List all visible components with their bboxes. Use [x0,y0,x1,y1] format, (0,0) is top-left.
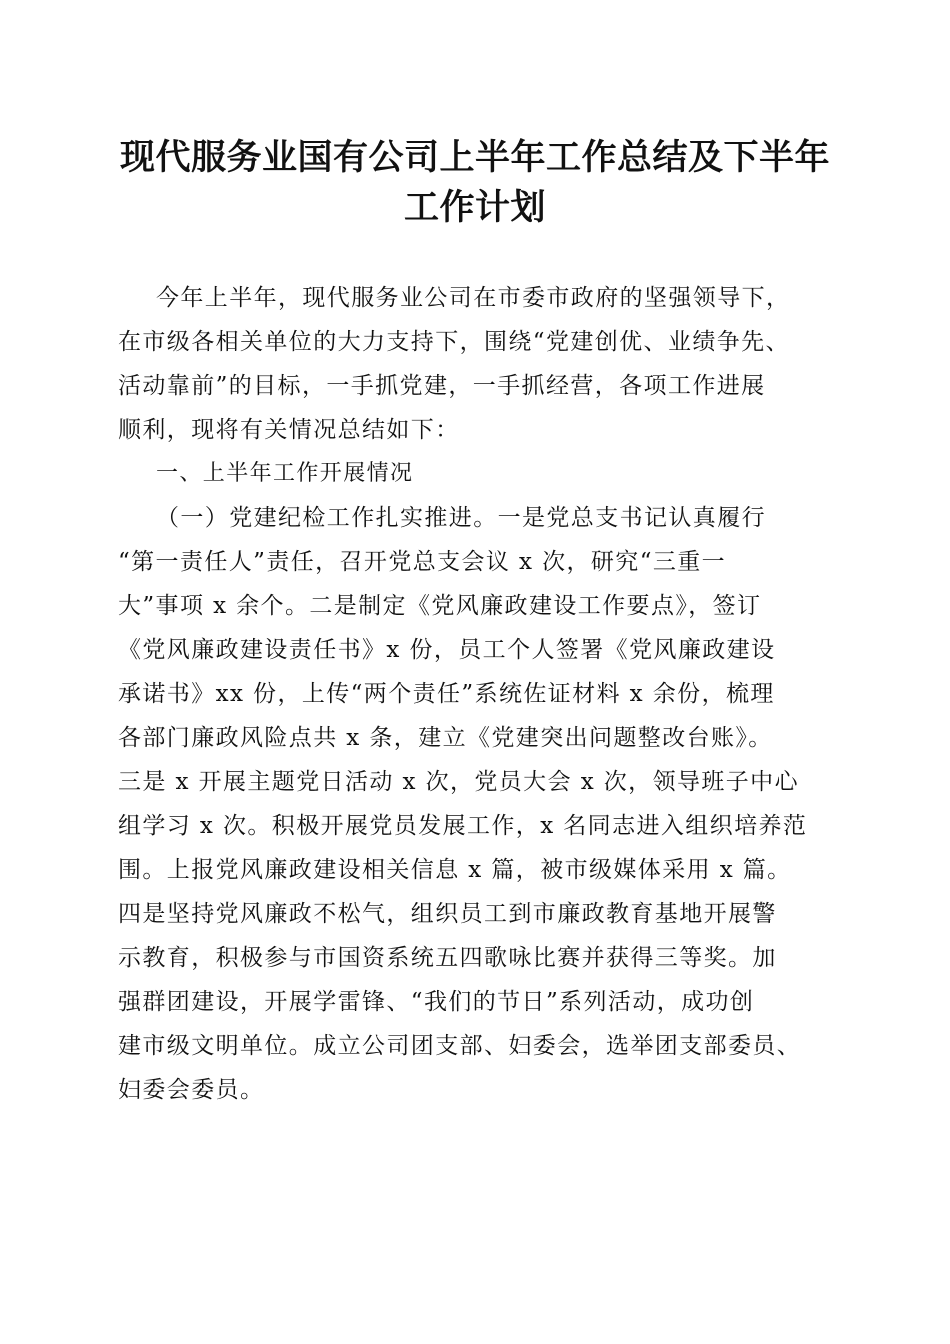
body-line: 组学习 x 次。积极开展党员发展工作，x 名同志进入组织培养范 [118,813,808,839]
body-line: 各部门廉政风险点共 x 条，建立《党建突出问题整改台账》。 [118,725,773,751]
body-line: 四是坚持党风廉政不松气，组织员工到市廉政教育基地开展警 [118,901,777,927]
body-line: 承诺书》xx 份，上传“两个责任”系统佐证材料 x 余份，梳理 [118,681,775,707]
subsection-first-line [118,496,848,540]
body-line: 三是 x 开展主题党日活动 x 次，党员大会 x 次，领导班子中心 [118,769,799,795]
intro-line-2: 在市级各相关单位的大力支持下，围绕“党建创优、业绩争先、 [118,329,790,355]
subsection-first-line-rest: 一是党总支书记认真履行 [497,505,767,531]
document-body [118,276,848,1112]
intro-line-4: 顺利，现将有关情况总结如下： [118,417,460,443]
title-line-2: 工作计划 [403,188,546,228]
title-line-1: 现代服务业国有公司上半年工作总结及下半年 [119,138,830,178]
body-line: 强群团建设，开展学雷锋、“我们的节日”系列活动，成功创 [118,989,755,1015]
body-line: 妇委会委员。 [118,1077,265,1103]
body-line: 《党风廉政建设责任书》x 份，员工个人签署《党风廉政建设 [118,637,776,663]
body-line: 大”事项 x 余个。二是制定《党风廉政建设工作要点》，签订 [118,593,762,619]
body-line: 建市级文明单位。成立公司团支部、妇委会，选举团支部委员、 [118,1033,802,1059]
intro-line-3: 活动靠前”的目标，一手抓党建，一手抓经营，各项工作进展 [118,373,766,399]
body-line: 围。上报党风廉政建设相关信息 x 篇，被市级媒体采用 x 篇。 [118,857,792,883]
body-line: “第一责任人”责任，召开党总支会议 x 次，研究“三重一 [118,549,727,575]
section-heading: 一、上半年工作开展情况 [156,461,414,486]
document-title [100,133,850,233]
subsection-heading: （一）党建纪检工作扎实推进。 [156,505,498,531]
body-line: 示教育，积极参与市国资系统五四歌咏比赛并获得三等奖。加 [118,945,777,971]
intro-line-1: 今年上半年，现代服务业公司在市委市政府的坚强领导下， [156,285,791,311]
